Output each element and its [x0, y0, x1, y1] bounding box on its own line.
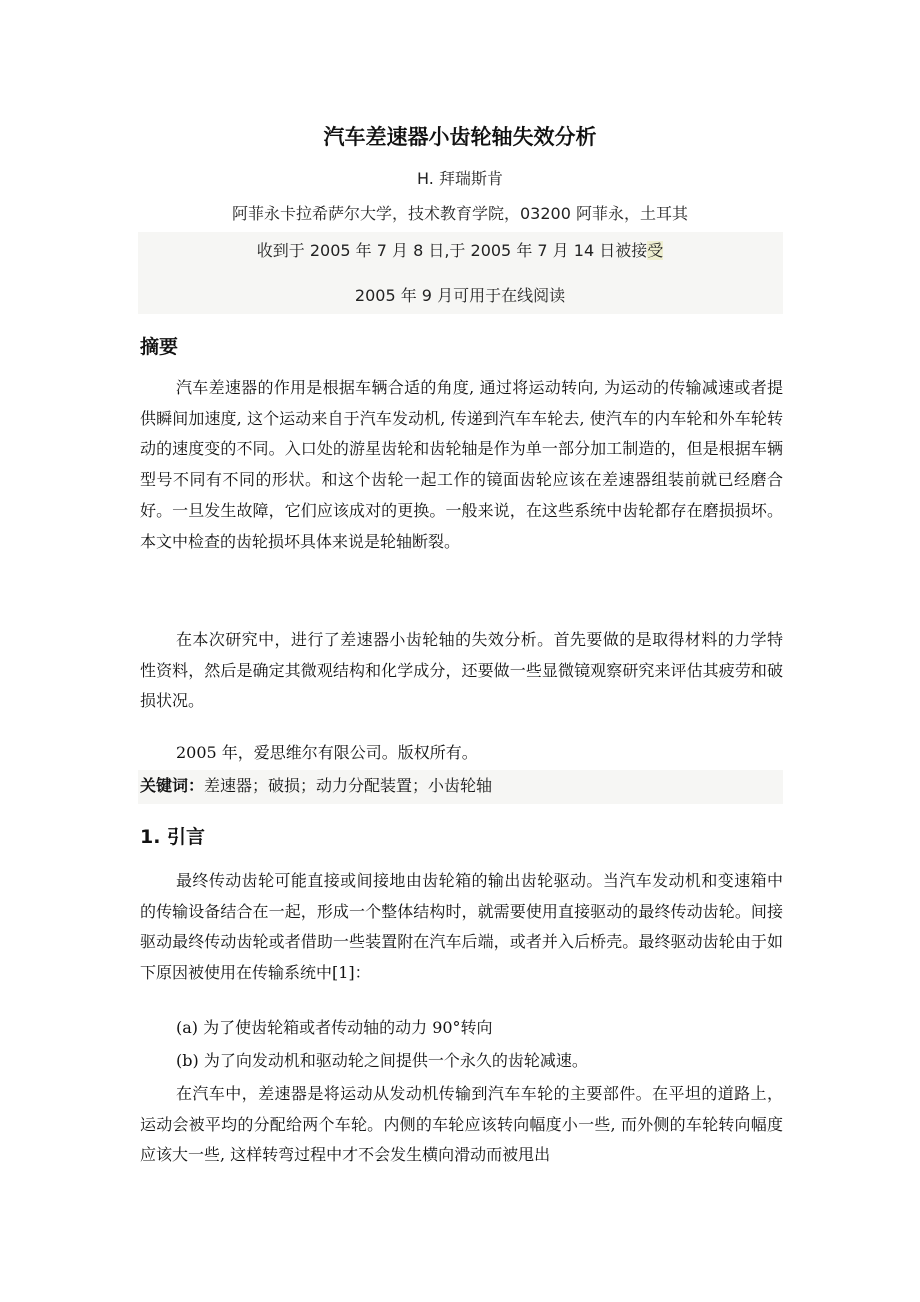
keywords-label: 关键词：	[140, 776, 205, 795]
introduction-paragraph-2: 在汽车中，差速器是将运动从发动机传输到汽车车轮的主要部件。在平坦的道路上，运动会被平均的分配给两个车轮。内侧的车轮应该转向幅度小一些, 而外侧的车轮转向幅度应该大一些, 这样转弯过程中才不会发生横向滑动而被甩出	[140, 1084, 783, 1165]
affiliation-line: 阿菲永卡拉希萨尔大学，技术教育学院，03200 阿菲永，土耳其	[232, 204, 688, 223]
abstract-heading: 摘要	[140, 336, 179, 358]
author-line: H. 拜瑞斯肯	[417, 169, 503, 188]
list-item-b: (b) 为了向发动机和驱动轮之间提供一个永久的齿轮减速。	[176, 1051, 588, 1070]
paper-title: 汽车差速器小齿轮轴失效分析	[323, 125, 597, 149]
keywords-text: 差速器；破损；动力分配装置；小齿轮轴	[204, 776, 493, 795]
keywords-line	[140, 773, 783, 799]
copyright-line: 2005 年，爱思维尔有限公司。版权所有。	[176, 743, 478, 762]
received-dates	[0, 239, 920, 263]
introduction-heading: 1. 引言	[140, 826, 206, 848]
received-main-text: 收到于 2005 年 7 月 8 日,于 2005 年 7 月 14 日被接	[256, 241, 648, 260]
introduction-paragraph-1: 最终传动齿轮可能直接或间接地由齿轮箱的输出齿轮驱动。当汽车发动机和变速箱中的传输设备结合在一起，形成一个整体结构时，就需要使用直接驱动的最终传动齿轮。间接驱动最终传动齿轮或者借助一些装置附在汽车后端，或者并入后桥壳。最终驱动齿轮由于如下原因被使用在传输系统中[1]：	[140, 871, 783, 983]
abstract-paragraph-1: 汽车差速器的作用是根据车辆合适的角度, 通过将运动转向, 为运动的传输减速或者提供瞬间加速度, 这个运动来自于汽车发动机, 传递到汽车车轮去, 使汽车的内车轮和外车轮转动的速度变的不同。入口处的游星齿轮和齿轮轴是作为单一部分加工制造的，但是根据车辆型号不同有不同的形状。和这个齿轮一起工作的镜面齿轮应该在差速器组装前就已经磨合好。一旦发生故障，它们应该成对的更换。一般来说，在这些系统中齿轮都存在磨损损坏。本文中检查的齿轮损坏具体来说是轮轴断裂。	[140, 378, 783, 551]
received-highlighted-char: 受	[647, 241, 664, 260]
abstract-paragraph-2: 在本次研究中，进行了差速器小齿轮轴的失效分析。首先要做的是取得材料的力学特性资料，然后是确定其微观结构和化学成分，还要做一些显微镜观察研究来评估其疲劳和破损状况。	[140, 630, 783, 711]
online-date: 2005 年 9 月可用于在线阅读	[354, 286, 566, 305]
list-item-a: (a) 为了使齿轮箱或者传动轴的动力 90°转向	[176, 1018, 493, 1037]
